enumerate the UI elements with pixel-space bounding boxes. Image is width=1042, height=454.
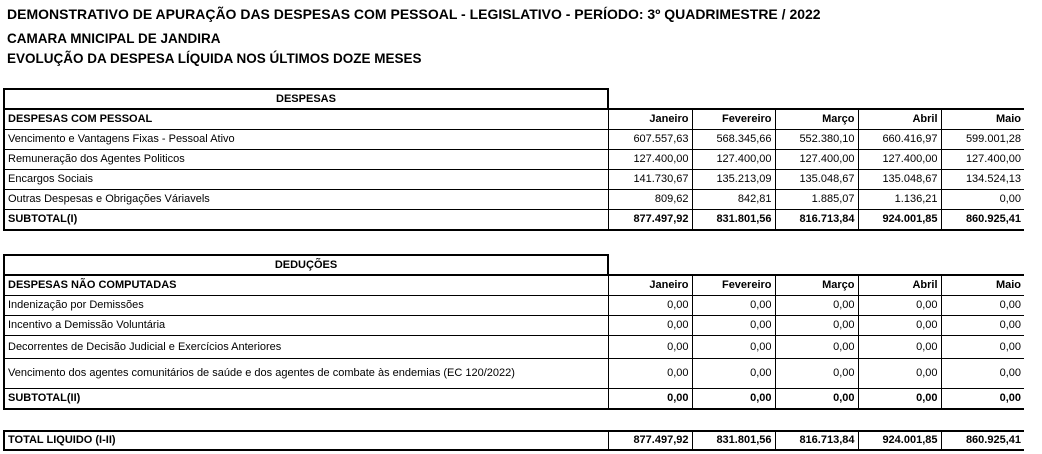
cell-value: 0,00 [941, 316, 1024, 336]
cell-value: 0,00 [941, 336, 1024, 359]
cell-value: 0,00 [608, 336, 692, 359]
table-row [4, 316, 1024, 336]
month-header: Maio [941, 275, 1024, 296]
cell-value: 0,00 [941, 359, 1024, 389]
cell-value: 0,00 [941, 190, 1024, 210]
month-header: Janeiro [608, 275, 692, 296]
total-row [4, 431, 1024, 450]
month-header: Março [775, 275, 858, 296]
total-label: TOTAL LIQUIDO (I-II) [4, 431, 608, 450]
table-row [4, 150, 1024, 170]
subtotal-value: 877.497,92 [608, 210, 692, 231]
cell-value: 127.400,00 [608, 150, 692, 170]
cell-value: 135.213,09 [692, 170, 775, 190]
entity-name: CAMARA MNICIPAL DE JANDIRA [7, 31, 221, 46]
deducoes-column-header-row [4, 275, 1024, 296]
cell-value: 0,00 [775, 296, 858, 316]
cell-value: 0,00 [608, 316, 692, 336]
deducoes-table [3, 254, 1024, 410]
cell-value: 0,00 [775, 359, 858, 389]
cell-value: 0,00 [608, 359, 692, 389]
month-header: Fevereiro [692, 109, 775, 130]
cell-value: 135.048,67 [858, 170, 941, 190]
cell-value: 0,00 [775, 316, 858, 336]
subtotal-value: 0,00 [608, 389, 692, 410]
cell-value: 0,00 [692, 359, 775, 389]
month-header: Maio [941, 109, 1024, 130]
despesas-column-label: DESPESAS COM PESSOAL [4, 109, 608, 130]
cell-value: 127.400,00 [775, 150, 858, 170]
cell-value: 135.048,67 [775, 170, 858, 190]
cell-value: 809,62 [608, 190, 692, 210]
subtotal-row [4, 210, 1024, 231]
subtotal-value: 0,00 [858, 389, 941, 410]
cell-value: 0,00 [692, 336, 775, 359]
cell-value: 568.345,66 [692, 130, 775, 150]
subtotal-value: 0,00 [775, 389, 858, 410]
subtotal-value: 924.001,85 [858, 210, 941, 231]
month-header: Abril [858, 275, 941, 296]
table-row [4, 359, 1024, 389]
cell-value: 127.400,00 [692, 150, 775, 170]
cell-value: 0,00 [858, 316, 941, 336]
table-row [4, 296, 1024, 316]
cell-value: 842,81 [692, 190, 775, 210]
table-row [4, 130, 1024, 150]
cell-value: 607.557,63 [608, 130, 692, 150]
cell-value: 141.730,67 [608, 170, 692, 190]
total-value: 924.001,85 [858, 431, 941, 450]
cell-value: 127.400,00 [941, 150, 1024, 170]
cell-value: 0,00 [692, 316, 775, 336]
cell-value: 0,00 [692, 296, 775, 316]
cell-value: 660.416,97 [858, 130, 941, 150]
row-label: Decorrentes de Decisão Judicial e Exercícios Anteriores [4, 336, 608, 359]
month-header: Abril [858, 109, 941, 130]
total-value: 860.925,41 [941, 431, 1024, 450]
subtotal-value: 0,00 [941, 389, 1024, 410]
cell-value: 127.400,00 [858, 150, 941, 170]
table-row [4, 336, 1024, 359]
subtotal-label: SUBTOTAL(I) [4, 210, 608, 231]
subtotal-value: 816.713,84 [775, 210, 858, 231]
cell-value: 0,00 [941, 296, 1024, 316]
cell-value: 552.380,10 [775, 130, 858, 150]
cell-value: 0,00 [775, 336, 858, 359]
total-value: 816.713,84 [775, 431, 858, 450]
total-table [3, 430, 1024, 451]
cell-value: 599.001,28 [941, 130, 1024, 150]
report-title: DEMONSTRATIVO DE APURAÇÃO DAS DESPESAS COM PESSOAL - LEGISLATIVO - PERÍODO: 3º QUADRIMESTRE / 2022 [7, 6, 821, 22]
deducoes-column-label: DESPESAS NÃO COMPUTADAS [4, 275, 608, 296]
subtotal-row [4, 389, 1024, 410]
total-value: 877.497,92 [608, 431, 692, 450]
cell-value: 1.136,21 [858, 190, 941, 210]
cell-value: 1.885,07 [775, 190, 858, 210]
row-label: Remuneração dos Agentes Politicos [4, 150, 608, 170]
subtotal-value: 831.801,56 [692, 210, 775, 231]
month-header: Março [775, 109, 858, 130]
table-row [4, 170, 1024, 190]
table-row [4, 190, 1024, 210]
cell-value: 0,00 [858, 336, 941, 359]
row-label: Encargos Sociais [4, 170, 608, 190]
cell-value: 0,00 [858, 296, 941, 316]
row-label: Vencimento e Vantagens Fixas - Pessoal Ativo [4, 130, 608, 150]
deducoes-section-title: DEDUÇÕES [4, 255, 608, 275]
cell-value: 0,00 [858, 359, 941, 389]
row-label: Incentivo a Demissão Voluntária [4, 316, 608, 336]
report-subtitle: EVOLUÇÃO DA DESPESA LÍQUIDA NOS ÚLTIMOS DOZE MESES [7, 51, 422, 66]
subtotal-value: 860.925,41 [941, 210, 1024, 231]
row-label: Vencimento dos agentes comunitários de saúde e dos agentes de combate às endemias (EC 120/2022) [4, 359, 608, 389]
despesas-column-header-row [4, 109, 1024, 130]
despesas-table [3, 88, 1024, 231]
total-value: 831.801,56 [692, 431, 775, 450]
row-label: Indenização por Demissões [4, 296, 608, 316]
subtotal-value: 0,00 [692, 389, 775, 410]
cell-value: 134.524,13 [941, 170, 1024, 190]
despesas-section-title: DESPESAS [4, 89, 608, 109]
cell-value: 0,00 [608, 296, 692, 316]
subtotal-label: SUBTOTAL(II) [4, 389, 608, 410]
row-label: Outras Despesas e Obrigações Váriavels [4, 190, 608, 210]
month-header: Janeiro [608, 109, 692, 130]
month-header: Fevereiro [692, 275, 775, 296]
